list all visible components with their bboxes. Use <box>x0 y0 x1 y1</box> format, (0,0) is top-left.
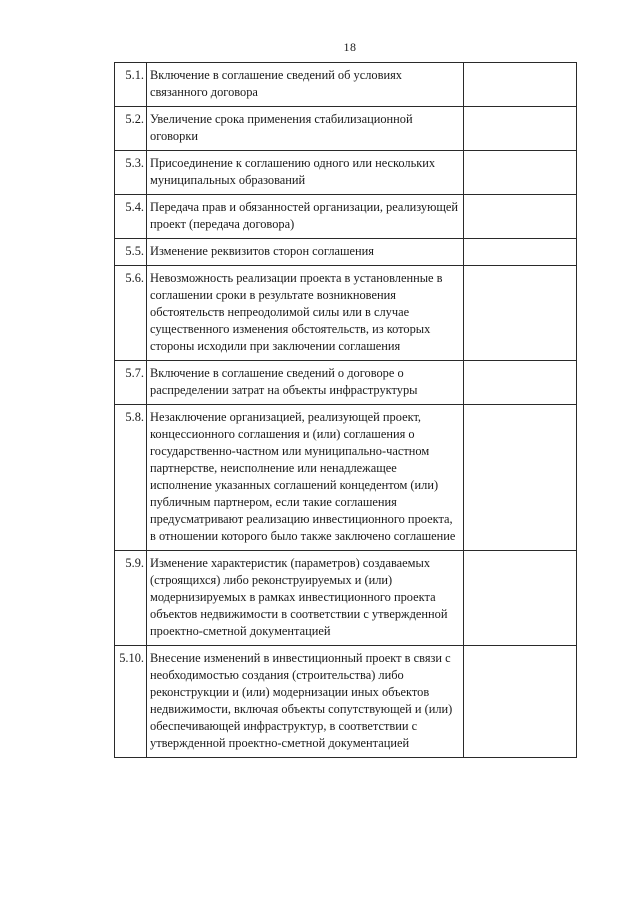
row-text: Внесение изменений в инвестиционный проект в связи с необходимостью создания (строительства) либо реконструкции и (или) модернизации иных объектов недвижимости, включая объекты сопутствующей и (или) обеспечивающей инфраструктур, в соответствии с утвержденной проектно-сметной документацией <box>147 646 464 758</box>
row-text: Изменение характеристик (параметров) создаваемых (строящихся) либо реконструируемых и (или) модернизируемых в рамках инвестиционного проекта объектов недвижимости в соответствии с утвержденной проектно-сметной документацией <box>147 551 464 646</box>
row-number: 5.7. <box>115 361 147 405</box>
row-value-cell <box>464 239 577 266</box>
row-text: Присоединение к соглашению одного или нескольких муниципальных образований <box>147 151 464 195</box>
row-number: 5.6. <box>115 266 147 361</box>
table-row <box>115 405 577 551</box>
row-text: Включение в соглашение сведений о договоре о распределении затрат на объекты инфраструктуры <box>147 361 464 405</box>
row-text: Включение в соглашение сведений об условиях связанного договора <box>147 63 464 107</box>
row-value-cell <box>464 151 577 195</box>
row-text: Невозможность реализации проекта в установленные в соглашении сроки в результате возникновения обстоятельств непреодолимой силы или в случае существенного изменения обстоятельств, из которых стороны исходили при заключении соглашения <box>147 266 464 361</box>
row-number: 5.4. <box>115 195 147 239</box>
row-number: 5.1. <box>115 63 147 107</box>
row-value-cell <box>464 107 577 151</box>
row-text: Передача прав и обязанностей организации, реализующей проект (передача договора) <box>147 195 464 239</box>
row-value-cell <box>464 551 577 646</box>
table-row <box>115 551 577 646</box>
row-value-cell <box>464 195 577 239</box>
row-number: 5.2. <box>115 107 147 151</box>
row-value-cell <box>464 361 577 405</box>
table-row <box>115 266 577 361</box>
page-number: 18 <box>343 40 357 54</box>
row-number: 5.9. <box>115 551 147 646</box>
table-row <box>115 63 577 107</box>
table-row <box>115 361 577 405</box>
table-row <box>115 107 577 151</box>
row-number: 5.10. <box>115 646 147 758</box>
document-table <box>114 62 577 758</box>
table-row <box>115 195 577 239</box>
row-number: 5.5. <box>115 239 147 266</box>
table-row <box>115 151 577 195</box>
row-value-cell <box>464 646 577 758</box>
table-row <box>115 239 577 266</box>
row-value-cell <box>464 266 577 361</box>
row-text: Незаключение организацией, реализующей проект, концессионного соглашения и (или) соглашения о государственно-частном или муниципально-частном партнерстве, неисполнение или ненадлежащее исполнение указанных соглашений концедентом (или) публичным партнером, если такие соглашения предусматривают реализацию инвестиционного проекта, в отношении которого было также заключено соглашение <box>147 405 464 551</box>
row-text: Увеличение срока применения стабилизационной оговорки <box>147 107 464 151</box>
row-text: Изменение реквизитов сторон соглашения <box>147 239 464 266</box>
row-number: 5.8. <box>115 405 147 551</box>
row-number: 5.3. <box>115 151 147 195</box>
row-value-cell <box>464 63 577 107</box>
table-row <box>115 646 577 758</box>
row-value-cell <box>464 405 577 551</box>
